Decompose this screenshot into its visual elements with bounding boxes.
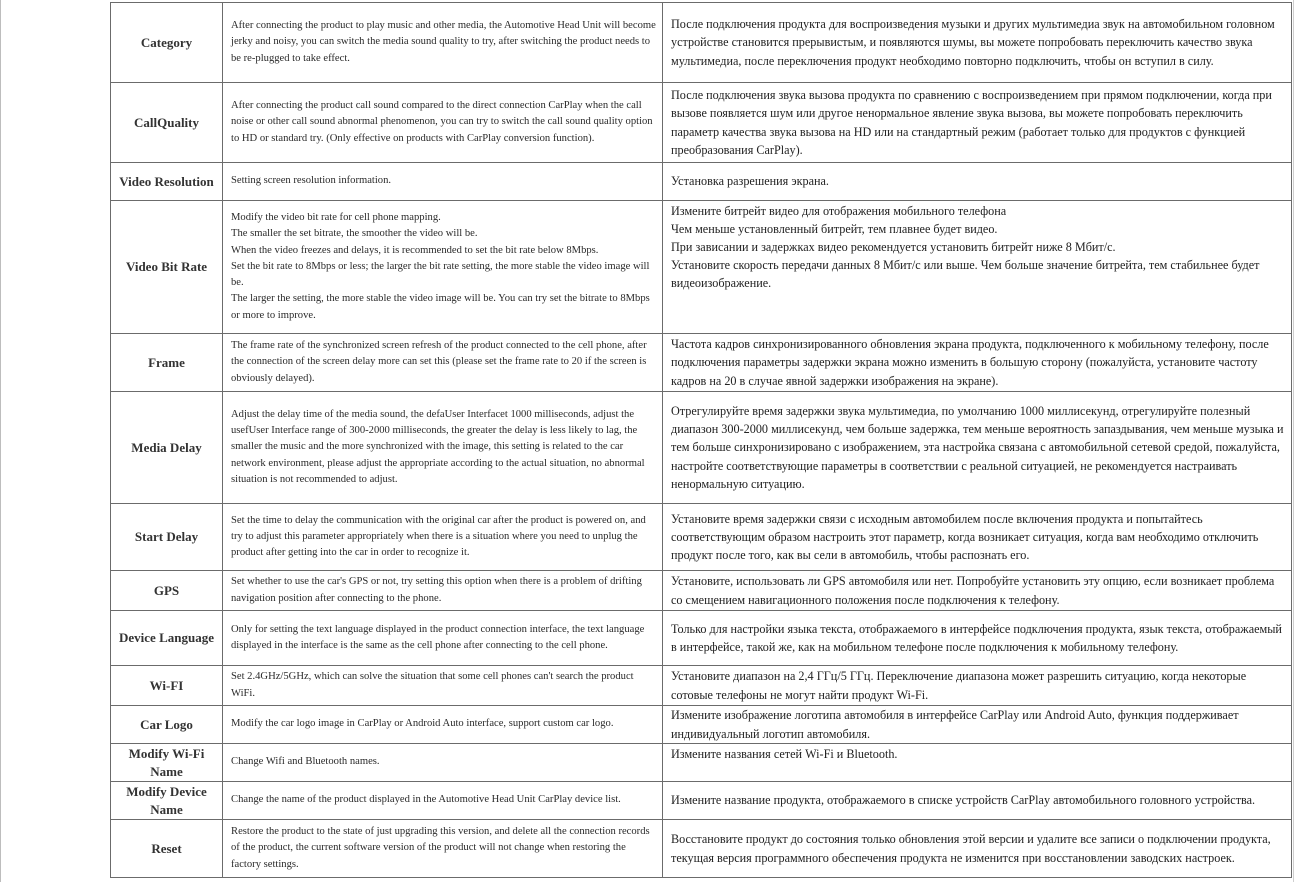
table-row xyxy=(111,504,1292,571)
english-line: The smaller the set bitrate, the smoother the video will be. xyxy=(231,228,478,240)
russian-description: Установите диапазон на 2,4 ГГц/5 ГГц. Переключение диапазона может разрешить ситуацию, когда некоторые сотовые телефоны не могут найти продукт Wi-Fi. xyxy=(663,666,1292,706)
table-row xyxy=(111,3,1292,83)
russian-line: Установите скорость передачи данных 8 Мбит/с или выше. Чем больше значение битрейта, тем стабильнее будет видеоизображение. xyxy=(671,258,1260,291)
english-description: After connecting the product to play music and other media, the Automotive Head Unit will become jerky and noisy, you can switch the media sound quality to try, after switching the product needs to be re-plugged to take effect. xyxy=(223,3,663,83)
setting-name: Car Logo xyxy=(111,706,223,744)
russian-description xyxy=(663,201,1292,334)
table-row xyxy=(111,782,1292,820)
russian-line: Измените битрейт видео для отображения мобильного телефона xyxy=(671,204,1007,218)
russian-description: После подключения продукта для воспроизведения музыки и других мультимедиа звук на автомобильном головном устройстве становится прерывистым, и появляются шумы, вы можете попробовать переключить качество звука мультимедиа, после переключения продукт необходимо повторно подключить, чтобы он вступил в силу. xyxy=(663,3,1292,83)
russian-line: Чем меньше установленный битрейт, тем плавнее будет видео. xyxy=(671,222,998,237)
table-row xyxy=(111,201,1292,334)
english-description: Setting screen resolution information. xyxy=(223,163,663,201)
setting-name: Media Delay xyxy=(111,392,223,504)
setting-name: Category xyxy=(111,3,223,83)
russian-description: Измените название продукта, отображаемого в списке устройств CarPlay автомобильного головного устройства. xyxy=(663,782,1292,820)
russian-line: При зависании и задержках видео рекомендуется установить битрейт ниже 8 Мбит/с. xyxy=(671,240,1116,255)
table-row xyxy=(111,392,1292,504)
setting-name: GPS xyxy=(111,571,223,611)
setting-name: Modify Device Name xyxy=(111,782,223,820)
russian-description: Восстановите продукт до состояния только обновления этой версии и удалите все записи о подключении продукта, текущая версия программного обеспечения продукта не изменится при восстановлении заводских настроек. xyxy=(663,820,1292,878)
russian-description: Только для настройки языка текста, отображаемого в интерфейсе подключения продукта, язык текста, отображаемый в интерфейсе, такой же, как на мобильном телефоне после подключения к мобильному телефону. xyxy=(663,611,1292,666)
russian-description: Установка разрешения экрана. xyxy=(663,163,1292,201)
table-row xyxy=(111,611,1292,666)
english-description: Set 2.4GHz/5GHz, which can solve the situation that some cell phones can't search the product WiFi. xyxy=(223,666,663,706)
table-row xyxy=(111,83,1292,163)
russian-description: Установите, использовать ли GPS автомобиля или нет. Попробуйте установить эту опцию, если возникает проблема со смещением навигационного положения после подключения к телефону. xyxy=(663,571,1292,611)
english-line: When the video freezes and delays, it is recommended to set the bit rate below 8Mbps. xyxy=(231,244,599,256)
english-description: Change the name of the product displayed in the Automotive Head Unit CarPlay device list. xyxy=(223,782,663,820)
english-description: Only for setting the text language displayed in the product connection interface, the text language displayed in the interface is the same as the cell phone after connecting to the cell phone. xyxy=(223,611,663,666)
settings-table xyxy=(110,2,1292,878)
russian-description: Измените изображение логотипа автомобиля в интерфейсе CarPlay или Android Auto, функция поддерживает индивидуальный логотип автомобиля. xyxy=(663,706,1292,744)
table-row xyxy=(111,744,1292,782)
setting-name: Device Language xyxy=(111,611,223,666)
table-row xyxy=(111,571,1292,611)
setting-name: CallQuality xyxy=(111,83,223,163)
english-description: Restore the product to the state of just upgrading this version, and delete all the connection records of the product, the current software version of the product will not change when restoring the factory settings. xyxy=(223,820,663,878)
setting-name: Start Delay xyxy=(111,504,223,571)
english-description: Set the time to delay the communication with the original car after the product is powered on, and try to adjust this parameter appropriately when there is a situation where you need to unplug the product after getting into the car in order to recognize it. xyxy=(223,504,663,571)
english-description: Set whether to use the car's GPS or not, try setting this option when there is a problem of drifting navigation position after connecting to the phone. xyxy=(223,571,663,611)
table-row xyxy=(111,820,1292,878)
english-line: Modify the video bit rate for cell phone mapping. xyxy=(231,211,441,223)
english-description: The frame rate of the synchronized screen refresh of the product connected to the cell phone, after the connection of the screen delay more can set this (please set the frame rate to 20 if the screen is obviously delayed). xyxy=(223,334,663,392)
setting-name: Frame xyxy=(111,334,223,392)
english-description: Adjust the delay time of the media sound, the defaUser Interfacet 1000 milliseconds, adjust the usefUser Interface range of 300-2000 milliseconds, the greater the delay is less likely to lag, the smaller the music and the more synchronized with the image, this setting is related to the car network environment, please adjust the appropriate according to the actual situation, no abnormal situation is not recommended to adjust. xyxy=(223,392,663,504)
setting-name: Modify Wi-Fi Name xyxy=(111,744,223,782)
russian-description: Установите время задержки связи с исходным автомобилем после включения продукта и попытайтесь соответствующим образом настроить этот параметр, когда возникает ситуация, когда вам необходимо отключить продукт после того, как вы сели в автомобиль, чтобы распознать его. xyxy=(663,504,1292,571)
english-description: Modify the car logo image in CarPlay or Android Auto interface, support custom car logo. xyxy=(223,706,663,744)
russian-description: Отрегулируйте время задержки звука мультимедиа, по умолчанию 1000 миллисекунд, отрегулируйте полезный диапазон 300-2000 миллисекунд, чем больше задержка, тем меньше вероятность запаздывания, чем меньше музыка и тем больше синхронизировано с изображением, эта настройка связана с автомобильной сетевой средой, пожалуйста, настройте соответствующие параметры в соответствии с реальной ситуацией, не рекомендуется настраивать ненормальную ситуацию. xyxy=(663,392,1292,504)
russian-description: После подключения звука вызова продукта по сравнению с воспроизведением при прямом подключении, когда при вызове появляется шум или другое ненормальное явление звука вызова, вы можете попробовать переключить параметр качества звука вызова на HD или на стандартный режим (работает только для продуктов с функцией преобразования CarPlay). xyxy=(663,83,1292,163)
russian-description: Частота кадров синхронизированного обновления экрана продукта, подключенного к мобильному телефону, после подключения параметры задержки экрана можно изменить в большую сторону (пожалуйста, установите частоту кадров на 20 в случае явной задержки изображения на экране). xyxy=(663,334,1292,392)
english-description: After connecting the product call sound compared to the direct connection CarPlay when the call noise or other call sound abnormal phenomenon, you can try to switch the call sound quality option to HD or standard try. (Only effective on products with CarPlay conversion function). xyxy=(223,83,663,163)
setting-name: Reset xyxy=(111,820,223,878)
russian-description: Измените названия сетей Wi-Fi и Bluetooth. xyxy=(663,744,1292,782)
english-line: The larger the setting, the more stable the video image will be. You can try set the bitrate to 8Mbps or more to improve. xyxy=(231,293,650,321)
table-row xyxy=(111,666,1292,706)
english-description: Change Wifi and Bluetooth names. xyxy=(223,744,663,782)
page-right-border xyxy=(1293,0,1294,882)
page-left-border xyxy=(0,0,1,882)
table-row xyxy=(111,163,1292,201)
english-line: Set the bit rate to 8Mbps or less; the larger the bit rate setting, the more stable the video image will be. xyxy=(231,260,650,289)
setting-name: Wi-FI xyxy=(111,666,223,706)
table-row xyxy=(111,706,1292,744)
setting-name: Video Resolution xyxy=(111,163,223,201)
table-row xyxy=(111,334,1292,392)
english-description xyxy=(223,201,663,334)
setting-name: Video Bit Rate xyxy=(111,201,223,334)
